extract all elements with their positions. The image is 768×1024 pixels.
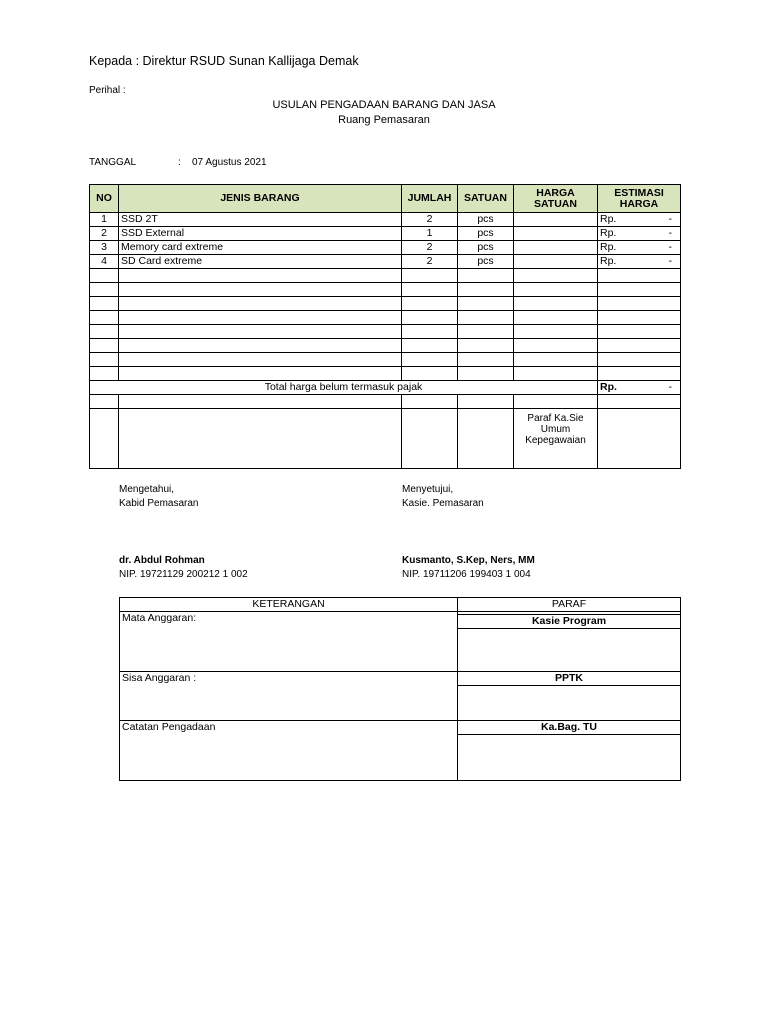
dash-value: - (668, 255, 672, 267)
sign-right-nip: NIP. 19711206 199403 1 004 (402, 569, 531, 580)
row-no: 2 (90, 227, 119, 241)
sign-left-nip: NIP. 19721129 200212 1 002 (119, 569, 248, 580)
keterangan-table (119, 597, 681, 781)
table-row (90, 255, 681, 269)
tanggal-label: TANGGAL (89, 157, 137, 168)
sign-left-line1: Mengetahui, (119, 484, 175, 495)
total-dash: - (668, 381, 672, 393)
keterangan-header: KETERANGAN (120, 598, 458, 612)
table-row (90, 241, 681, 255)
header-no: NO (90, 185, 119, 213)
empty-row (90, 311, 681, 325)
row-jenis: SSD External (119, 227, 402, 241)
row-jenis: SSD 2T (119, 213, 402, 227)
paraf-kasie-umum: Paraf Ka.Sie Umum Kepegawaian (514, 409, 598, 469)
table-row (90, 227, 681, 241)
row-no: 3 (90, 241, 119, 255)
sisa-anggaran-cell (120, 672, 458, 721)
row-estimasi (598, 241, 681, 255)
total-rp-label: Rp. (600, 381, 617, 393)
paraf-header: PARAF (458, 598, 681, 612)
recipient-line: Kepada : Direktur RSUD Sunan Kallijaga Demak (89, 54, 359, 68)
dash-value: - (668, 227, 672, 239)
total-value (598, 381, 681, 395)
empty-row (90, 297, 681, 311)
header-harga-satuan: HARGA SATUAN (514, 185, 598, 213)
row-no: 1 (90, 213, 119, 227)
table-row (90, 213, 681, 227)
dash-value: - (668, 241, 672, 253)
tanggal-value: 07 Agustus 2021 (192, 157, 267, 168)
row-estimasi (598, 227, 681, 241)
pptk-cell (458, 672, 681, 721)
kabag-cell (458, 721, 681, 781)
row-jenis: Memory card extreme (119, 241, 402, 255)
row-satuan: pcs (458, 227, 514, 241)
sign-right-line2: Kasie. Pemasaran (402, 498, 484, 509)
rp-label: Rp. (600, 255, 617, 267)
kasie-program-label: Kasie Program (458, 614, 680, 629)
sign-left-line2: Kabid Pemasaran (119, 498, 199, 509)
mata-anggaran-cell (120, 612, 458, 672)
paraf-row (90, 409, 681, 469)
row-satuan: pcs (458, 255, 514, 269)
row-satuan: pcs (458, 241, 514, 255)
total-row (90, 381, 681, 395)
row-harga (514, 241, 598, 255)
total-label: Total harga belum termasuk pajak (90, 381, 598, 395)
empty-row (90, 325, 681, 339)
row-jumlah: 2 (402, 241, 458, 255)
items-table (89, 184, 681, 469)
catatan-label: Catatan Pengadaan (122, 721, 216, 733)
perihal-label: Perihal : (89, 85, 126, 96)
row-estimasi (598, 213, 681, 227)
empty-row (90, 353, 681, 367)
dash-value: - (668, 213, 672, 225)
row-jumlah: 2 (402, 255, 458, 269)
mata-anggaran-label: Mata Anggaran: (122, 612, 197, 624)
header-estimasi-harga: ESTIMASI HARGA (598, 185, 681, 213)
row-jenis: SD Card extreme (119, 255, 402, 269)
rp-label: Rp. (600, 213, 617, 225)
sisa-anggaran-label: Sisa Anggaran : (122, 672, 197, 684)
header-jenis-barang: JENIS BARANG (119, 185, 402, 213)
row-harga (514, 213, 598, 227)
rp-label: Rp. (600, 227, 617, 239)
empty-row (90, 395, 681, 409)
row-harga (514, 227, 598, 241)
row-harga (514, 255, 598, 269)
tanggal-separator: : (178, 157, 181, 168)
sign-right-line1: Menyetujui, (402, 484, 454, 495)
sign-left-name: dr. Abdul Rohman (119, 555, 205, 566)
rp-label: Rp. (600, 241, 617, 253)
empty-row (90, 367, 681, 381)
document-title: USULAN PENGADAAN BARANG DAN JASA (272, 99, 496, 111)
kabag-label: Ka.Bag. TU (458, 721, 680, 735)
table-header-row (90, 185, 681, 213)
header-satuan: SATUAN (458, 185, 514, 213)
row-satuan: pcs (458, 213, 514, 227)
row-estimasi (598, 255, 681, 269)
sign-right-name: Kusmanto, S.Kep, Ners, MM (402, 555, 535, 566)
row-no: 4 (90, 255, 119, 269)
empty-row (90, 269, 681, 283)
header-jumlah: JUMLAH (402, 185, 458, 213)
pptk-label: PPTK (458, 672, 680, 686)
empty-row (90, 283, 681, 297)
kasie-program-cell (458, 612, 681, 672)
catatan-cell (120, 721, 458, 781)
row-jumlah: 2 (402, 213, 458, 227)
row-jumlah: 1 (402, 227, 458, 241)
empty-row (90, 339, 681, 353)
document-subtitle: Ruang Pemasaran (338, 114, 430, 126)
